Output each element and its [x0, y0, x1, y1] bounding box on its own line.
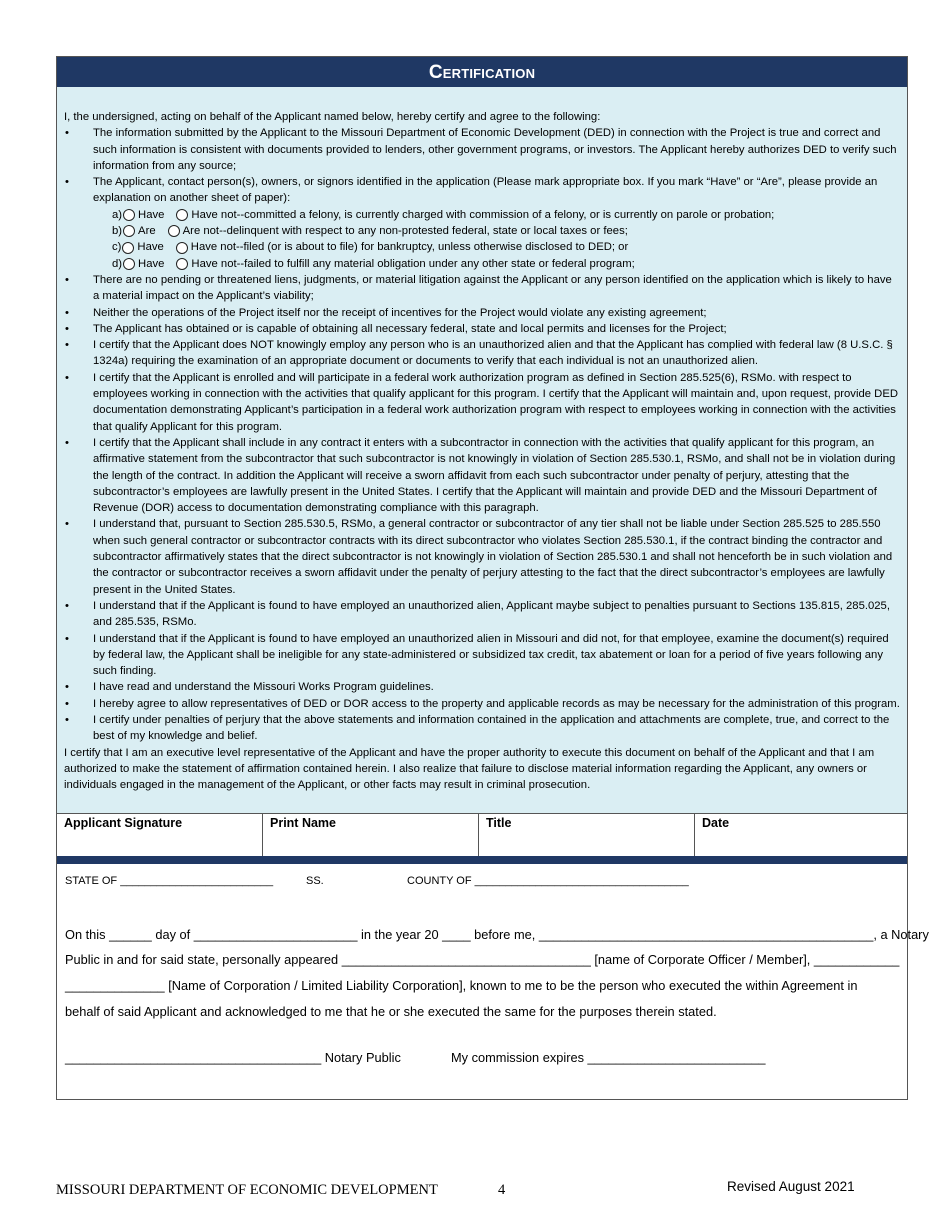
certification-list [64, 125, 900, 206]
bullet-icon: • [65, 322, 69, 335]
county-of-field[interactable]: COUNTY OF ___________________________________ [407, 875, 689, 887]
notary-line-1: On this ______ day of _______________________ in the year 20 ____ before me, _______________________________________________, a Notary [65, 927, 929, 942]
signature-row [57, 813, 907, 856]
bullet-icon: • [65, 599, 69, 612]
section-title: Certification [57, 57, 907, 87]
list-item: • I have read and understand the Missouri Works Program guidelines. [64, 679, 900, 695]
bullet-icon: • [65, 518, 69, 531]
bullet-icon: • [65, 681, 69, 694]
option-row-d: d) Have Have not--failed to fulfill any material obligation under any other state or federal program; [112, 257, 635, 270]
list-item: • I certify that the Applicant is enrolled and will participate in a federal work authorization program as defined in Section 285.525(6), RSMo. with respect to employees working in connection with the activities that qualify applicant for this program. I certify that the Applicant will maintain and, upon request, provide DED documentation demonstrating Applicant’s participation in a federal work authorization program with respect to employees working in connection with the activities that qualify Applicant for this program. [65, 371, 899, 433]
list-item: • The information submitted by the Applicant to the Missouri Department of Economic Development (DED) in connection with the Project is true and correct and such information is consistent with documents provided to lenders, other government programs, or investors. The Applicant hereby authorizes DED to verify such information from any source; [65, 127, 897, 172]
certification-body [57, 87, 907, 813]
radio-have-c[interactable] [122, 242, 134, 254]
option-row-c: c) Have Have not--filed (or is about to file) for bankruptcy, unless otherwise disclosed to DED; or [112, 241, 629, 254]
state-of-field[interactable]: STATE OF _________________________ [65, 875, 274, 887]
list-item: • Neither the operations of the Project itself nor the receipt of incentives for the Project would violate any existing agreement; [64, 305, 900, 321]
intro-text: I, the undersigned, acting on behalf of the Applicant named below, hereby certify and agree to the following: [64, 111, 601, 123]
bullet-icon: • [65, 713, 69, 726]
bullet-icon: • [65, 632, 69, 645]
option-row-a: a) Have Have not--committed a felony, is currently charged with commission of a felony, or is currently on parole or probation; [112, 208, 775, 221]
radio-have-d[interactable] [123, 258, 135, 270]
closing-statement: I certify that I am an executive level representative of the Applicant and have the proper authority to execute this document on behalf of the Applicant and that I am authorized to make the statement of affirmation contained herein. I also realize that failure to disclose material information regarding the Applicant, any owners or individuals engaged in the management of the Applicant, or other facts may result in criminal prosecution. [64, 746, 875, 792]
list-item: • I hereby agree to allow representatives of DED or DOR access to the property and applicable records as may be necessary for the administration of this program. [64, 696, 900, 712]
list-item: • I understand that, pursuant to Section 285.530.5, RSMo, a general contractor or subcontractor of any tier shall not be liable under Section 285.525 to 285.550 when such general contractor or subcontractor contracts with its direct subcontractor who violates Section 285.530.1, if the contract binding the contractor and subcontractor affirmatively states that the direct subcontractor is not knowingly in violation of Section 285.530.1 and shall not henceforth be in such violation and the contractor or subcontractor receives a sworn affidavit under the penalty of perjury attesting to the fact that the direct subcontractor’s employees are lawfully present in the United States. [65, 518, 893, 596]
revision-date: Revised August 2021 [727, 1179, 855, 1194]
radio-are-not-b[interactable] [168, 225, 180, 237]
bullet-icon: • [65, 127, 69, 140]
notary-line-3: ______________ [Name of Corporation / Limited Liability Corporation], known to me to be the person who executed the within Agreement in [65, 978, 858, 993]
radio-are-b[interactable] [123, 225, 135, 237]
list-item: • I understand that if the Applicant is found to have employed an unauthorized alien, Applicant maybe subject to penalties pursuant to Sections 135.815, 285.025, and 285.535, RSMo. [65, 599, 890, 629]
bullet-icon: • [65, 339, 69, 352]
bullet-icon: • [65, 371, 69, 384]
commission-expires-field[interactable]: My commission expires _________________________ [451, 1050, 766, 1065]
list-item: • I certify that the Applicant shall include in any contract it enters with a subcontractor in connection with the activities that qualify applicant for this program, an affirmative statement from the subcontractor that such subcontractor is not knowingly in violation of Section 285.530.1, RSMo, and shall not be in violation during the length of the contract. In addition the Applicant will receive a sworn affidavit from each such subcontractor under penalty of perjury, attesting that the subcontractor’s employees are lawfully present in the United States. I certify that the Applicant will maintain and provide DED and the Missouri Department of Revenue (DOR) access to documentation demonstrating compliance with this paragraph. [65, 436, 896, 515]
bullet-icon: • [65, 697, 69, 710]
notary-line-4: behalf of said Applicant and acknowledged to me that he or she executed the same for the purposes therein stated. [65, 1004, 717, 1019]
bullet-icon: • [65, 176, 69, 189]
print-name-field[interactable]: Print Name [263, 814, 479, 856]
radio-have-not-c[interactable] [176, 242, 188, 254]
radio-have-not-d[interactable] [176, 258, 188, 270]
page-number: 4 [498, 1182, 506, 1198]
section-divider [57, 856, 907, 864]
notary-line-2: Public in and for said state, personally appeared ___________________________________ [name of Corporate Officer / Member], ____________ [65, 952, 900, 967]
list-item: • I understand that if the Applicant is found to have employed an unauthorized alien in Missouri and did not, for that employee, examine the document(s) required by federal law, the Applicant shall be ineligible for any state-administered or subsidized tax credit, tax abatement or loan for a period of five years following any such finding. [65, 632, 889, 678]
radio-have-a[interactable] [123, 209, 135, 221]
bullet-icon: • [65, 306, 69, 319]
applicant-signature-field[interactable]: Applicant Signature [57, 814, 263, 856]
footer-department: MISSOURI DEPARTMENT OF ECONOMIC DEVELOPMENT [56, 1182, 438, 1198]
notary-public-signature-line[interactable]: ____________________________________ Notary Public [65, 1050, 401, 1065]
title-field[interactable]: Title [479, 814, 695, 856]
list-item: • I certify under penalties of perjury that the above statements and information contained in the application and attachments are complete, true, and correct to the best of my knowledge and belief. [65, 713, 890, 743]
radio-have-not-a[interactable] [176, 209, 188, 221]
bullet-icon: • [65, 273, 69, 286]
list-item: • I certify that the Applicant does NOT knowingly employ any person who is an unauthorized alien and that the Applicant has complied with federal law (8 U.S.C. § 1324a) requiring the examination of an appropriate document or documents to verify that each individual is not an unauthorized alien. [65, 339, 893, 368]
option-row-b: b) Are Are not--delinquent with respect to any non-protested federal, state or local taxes or fees; [112, 225, 628, 238]
date-field[interactable]: Date [702, 816, 730, 830]
certification-form [56, 56, 929, 1100]
ss-label: SS. [306, 875, 324, 887]
disclosure-options [64, 207, 900, 272]
bullet-icon: • [65, 436, 69, 449]
list-item: • The Applicant, contact person(s), owners, or signors identified in the application (Please mark appropriate box. If you mark “Have” or “Are”, please provide an explanation on another sheet of paper): [65, 176, 878, 205]
list-item: • There are no pending or threatened liens, judgments, or material litigation against the Applicant or any person identified on the application which is likely to have a material impact on the Applicant’s viability; [65, 273, 892, 303]
certification-list-continued [64, 272, 900, 745]
list-item: • The Applicant has obtained or is capable of obtaining all necessary federal, state and local permits and licenses for the Project; [64, 321, 900, 337]
